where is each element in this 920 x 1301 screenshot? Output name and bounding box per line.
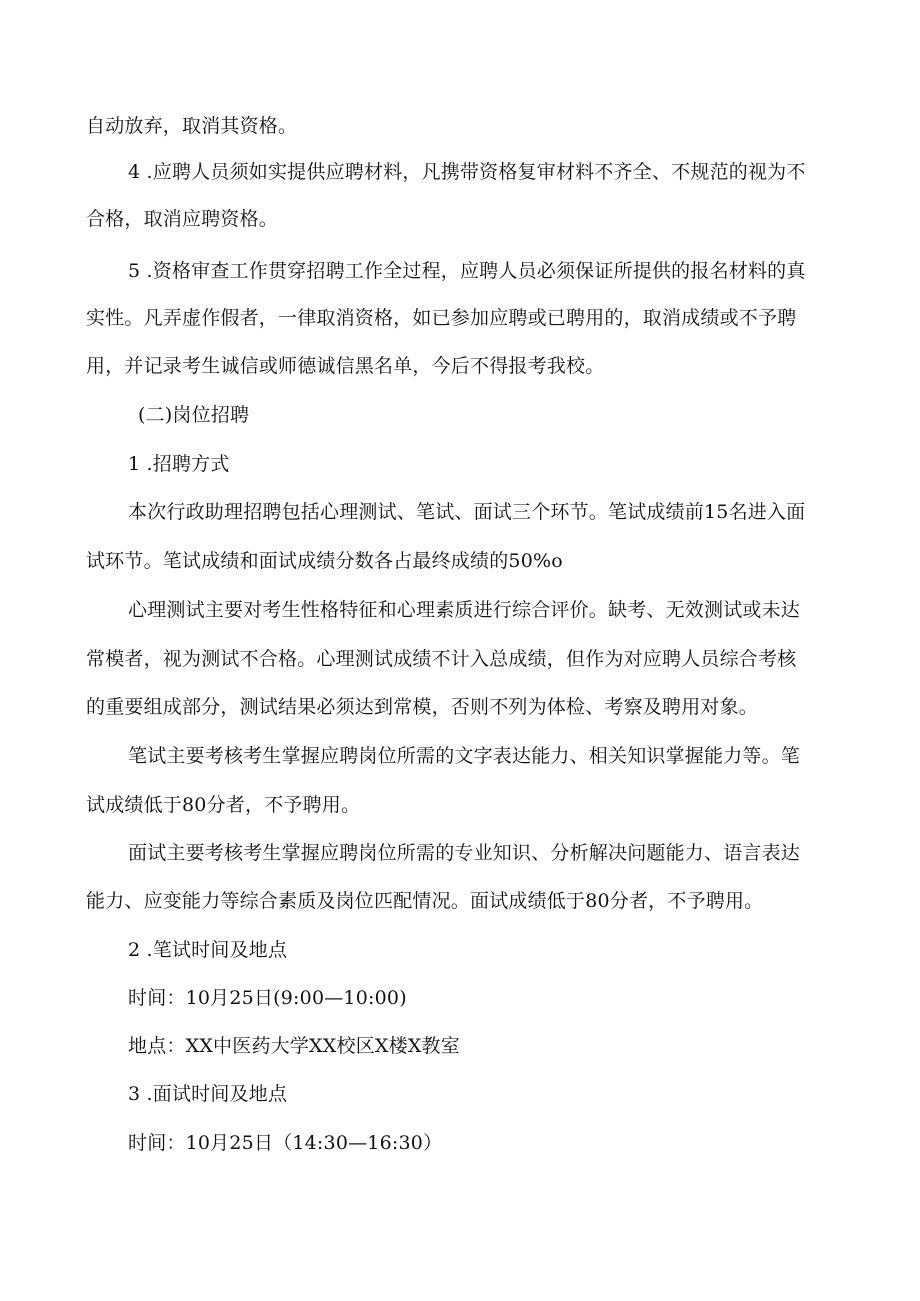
- section-heading: (二)岗位招聘: [138, 404, 250, 426]
- paragraph-line: 4 .应聘人员须如实提供应聘材料，凡携带资格复审材料不齐全、不规范的视为不: [128, 161, 806, 183]
- paragraph-line: 实性。凡弄虚作假者，一律取消资格，如已参加应聘或已聘用的，取消成绩或不予聘: [86, 307, 797, 329]
- paragraph-line: 试环节。笔试成绩和面试成绩分数各占最终成绩的50%o: [86, 550, 563, 572]
- paragraph-line: 合格，取消应聘资格。: [86, 208, 279, 230]
- paragraph-line: 常模者，视为测试不合格。心理测试成绩不计入总成绩，但作为对应聘人员综合考核: [86, 648, 797, 670]
- paragraph-line: 用，并记录考生诚信或师德诚信黑名单，今后不得报考我校。: [86, 355, 605, 377]
- subsection-heading: 3 .面试时间及地点: [128, 1083, 288, 1105]
- paragraph-line: 的重要组成部分，测试结果必须达到常模，否则不列为体检、考察及聘用对象。: [86, 696, 759, 718]
- paragraph-line: 本次行政助理招聘包括心理测试、笔试、面试三个环节。笔试成绩前15名进入面: [128, 501, 806, 523]
- subsection-heading: 1 .招聘方式: [128, 453, 230, 475]
- subsection-heading: 2 .笔试时间及地点: [128, 939, 288, 961]
- schedule-line: 时间：10月25日(9:00—10:00): [128, 987, 407, 1009]
- paragraph-line: 能力、应变能力等综合素质及岗位匹配情况。面试成绩低于80分者，不予聘用。: [86, 890, 764, 912]
- location-line: 地点：XX中医药大学XX校区X楼X教室: [128, 1035, 460, 1057]
- paragraph-line: 自动放弃，取消其资格。: [86, 115, 298, 137]
- paragraph-line: 试成绩低于80分者，不予聘用。: [86, 794, 361, 816]
- paragraph-line: 笔试主要考核考生掌握应聘岗位所需的文字表达能力、相关知识掌握能力等。笔: [128, 745, 801, 767]
- schedule-line: 时间：10月25日（14:30—16:30）: [128, 1132, 443, 1154]
- paragraph-line: 5 .资格审查工作贯穿招聘工作全过程，应聘人员必须保证所提供的报名材料的真: [128, 260, 806, 282]
- paragraph-line: 面试主要考核考生掌握应聘岗位所需的专业知识、分析解决问题能力、语言表达: [128, 842, 801, 864]
- paragraph-line: 心理测试主要对考生性格特征和心理素质进行综合评价。缺考、无效测试或未达: [128, 599, 801, 621]
